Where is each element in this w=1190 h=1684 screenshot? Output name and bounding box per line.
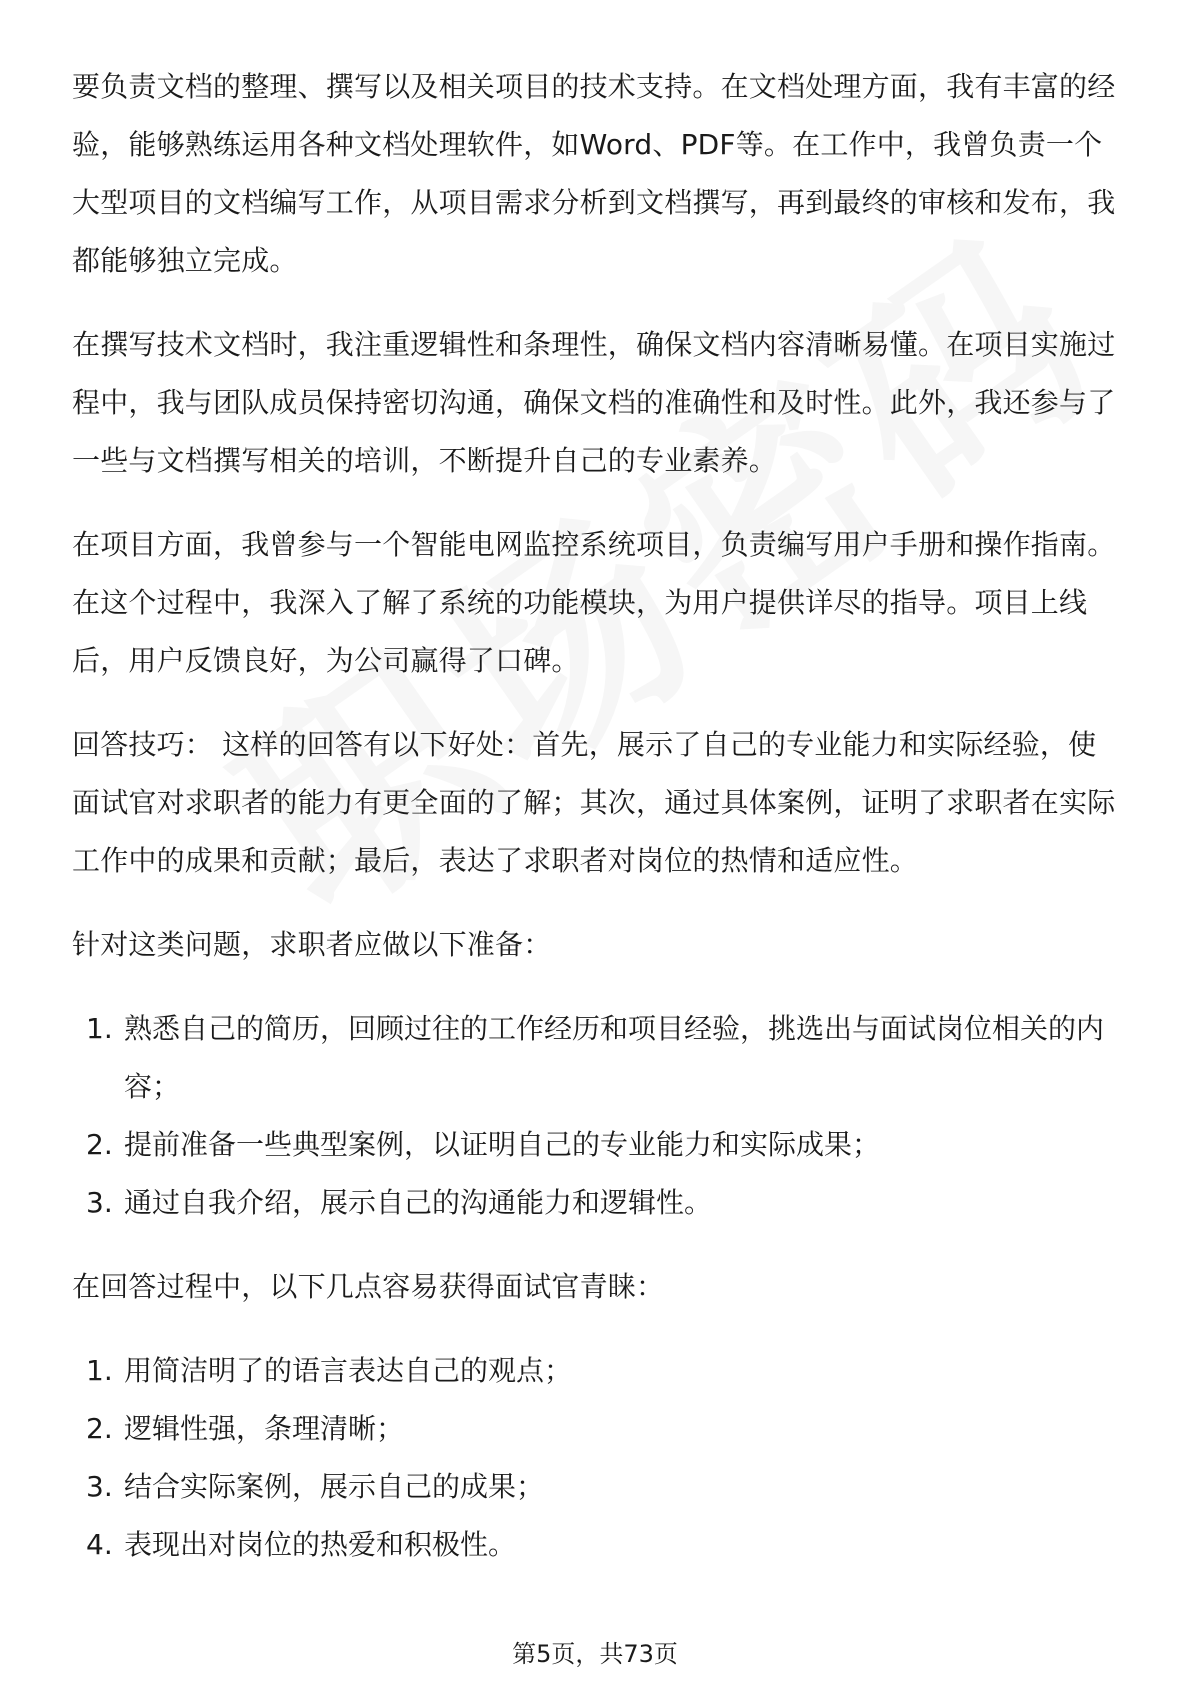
page-footer: 第5页，共73页 xyxy=(512,1640,678,1668)
list-number: 1. xyxy=(86,1354,113,1387)
list-number: 1. xyxy=(86,1012,113,1045)
list-item xyxy=(72,1516,1124,1574)
list-item xyxy=(72,1000,1124,1116)
list-text: 提前准备一些典型案例，以证明自己的专业能力和实际成果； xyxy=(124,1128,881,1161)
list-number: 3. xyxy=(86,1186,113,1219)
list-number: 2. xyxy=(86,1128,113,1161)
list-text: 逻辑性强，条理清晰； xyxy=(124,1412,405,1445)
list-text: 熟悉自己的简历，回顾过往的工作经历和项目经验，挑选出与面试岗位相关的内容； xyxy=(124,1012,1105,1103)
list-number: 3. xyxy=(86,1470,113,1503)
paragraph-3: 在项目方面，我曾参与一个智能电网监控系统项目，负责编写用户手册和操作指南。在这个过程中，我深入了解了系统的功能模块，为用户提供详尽的指导。项目上线后，用户反馈良好，为公司赢得了口碑。 xyxy=(72,528,1116,677)
list-number: 4. xyxy=(86,1528,113,1561)
paragraph-favor-intro: 在回答过程中，以下几点容易获得面试官青睐： xyxy=(72,1270,665,1303)
list-item xyxy=(72,1458,1124,1516)
list-text: 通过自我介绍，展示自己的沟通能力和逻辑性。 xyxy=(124,1186,713,1219)
paragraph-1: 要负责文档的整理、撰写以及相关项目的技术支持。在文档处理方面，我有丰富的经验，能够熟练运用各种文档处理软件，如Word、PDF等。在工作中，我曾负责一个大型项目的文档编写工作，从项目需求分析到文档撰写，再到最终的审核和发布，我都能够独立完成。 xyxy=(72,70,1116,277)
document-body xyxy=(72,58,1124,1574)
list-item xyxy=(72,1116,1124,1174)
list-number: 2. xyxy=(86,1412,113,1445)
favor-list xyxy=(72,1342,1124,1574)
paragraph-prep-intro: 针对这类问题，求职者应做以下准备： xyxy=(72,928,552,961)
list-text: 表现出对岗位的热爱和积极性。 xyxy=(124,1528,517,1561)
list-text: 结合实际案例，展示自己的成果； xyxy=(124,1470,545,1503)
prep-list xyxy=(72,1000,1124,1232)
list-text: 用简洁明了的语言表达自己的观点； xyxy=(124,1354,573,1387)
list-item xyxy=(72,1174,1124,1232)
paragraph-answer-tips: 回答技巧： 这样的回答有以下好处：首先，展示了自己的专业能力和实际经验，使面试官对求职者的能力有更全面的了解；其次，通过具体案例，证明了求职者在实际工作中的成果和贡献；最后，表达了求职者对岗位的热情和适应性。 xyxy=(72,728,1116,877)
list-item xyxy=(72,1400,1124,1458)
paragraph-2: 在撰写技术文档时，我注重逻辑性和条理性，确保文档内容清晰易懂。在项目实施过程中，我与团队成员保持密切沟通，确保文档的准确性和及时性。此外，我还参与了一些与文档撰写相关的培训，不断提升自己的专业素养。 xyxy=(72,328,1116,477)
list-item xyxy=(72,1342,1124,1400)
